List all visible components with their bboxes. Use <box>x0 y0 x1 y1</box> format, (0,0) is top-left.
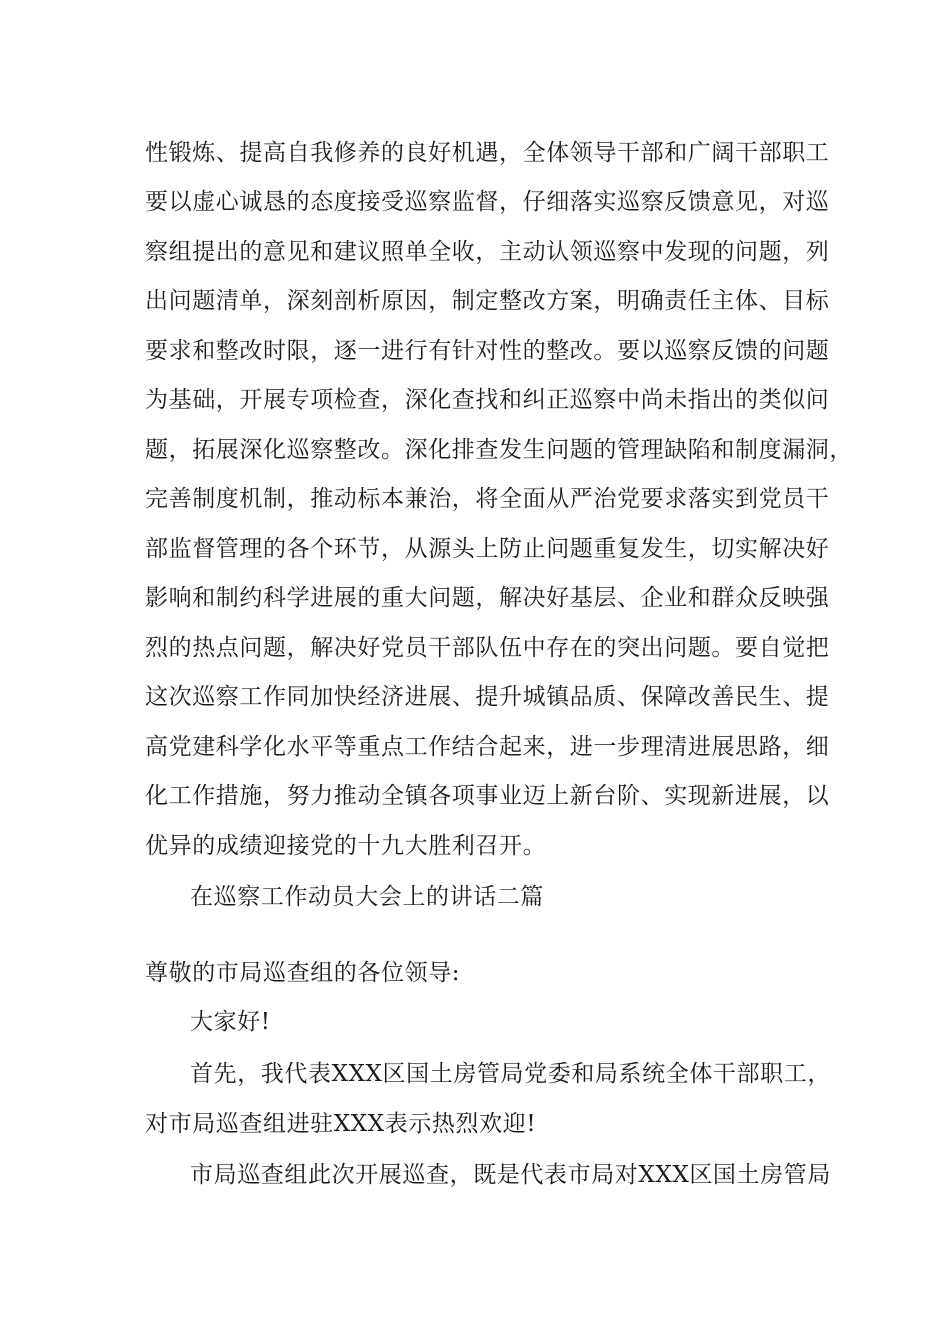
paragraph-line: 察组提出的意见和建议照单全收，主动认领巡察中发现的问题，列 <box>145 239 830 265</box>
paragraph-line: 高党建科学化水平等重点工作结合起来，进一步理清进展思路，细 <box>145 734 830 760</box>
paragraph-line: 化工作措施，努力推动全镇各项事业迈上新台阶、实现新进展，以 <box>145 783 830 809</box>
section-title: 在巡察工作动员大会上的讲话二篇 <box>190 884 544 910</box>
paragraph-line: 这次巡察工作同加快经济进展、提升城镇品质、保障改善民生、提 <box>145 684 830 710</box>
paragraph-line: 首先，我代表XXX区国土房管局党委和局系统全体干部职工， <box>190 1061 831 1087</box>
paragraph-line: 为基础，开展专项检查，深化查找和纠正巡察中尚未指出的类似问 <box>145 387 830 413</box>
paragraph-line: 影响和制约科学进展的重大问题，解决好基层、企业和群众反映强 <box>145 585 830 611</box>
paragraph-line: 完善制度机制，推动标本兼治，将全面从严治党要求落实到党员干 <box>145 486 830 512</box>
paragraph-line: 优异的成绩迎接党的十九大胜利召开。 <box>145 833 547 859</box>
paragraph-line: 性锻炼、提高自我修养的良好机遇，全体领导干部和广阔干部职工 <box>145 140 830 166</box>
paragraph-line: 市局巡查组此次开展巡查，既是代表市局对XXX区国土房管局 <box>190 1162 831 1188</box>
paragraph-line: 部监督管理的各个环节，从源头上防止问题重复发生，切实解决好 <box>145 536 830 562</box>
paragraph-line: 对市局巡查组进驻XXX表示热烈欢迎! <box>145 1111 537 1137</box>
greeting: 大家好! <box>190 1009 271 1035</box>
paragraph-line: 要以虚心诚恳的态度接受巡察监督，仔细落实巡察反馈意见，对巡 <box>145 189 830 215</box>
paragraph-line: 出问题清单，深刻剖析原因，制定整改方案，明确责任主体、目标 <box>145 288 830 314</box>
salutation: 尊敬的市局巡查组的各位领导: <box>145 960 461 986</box>
paragraph-line: 要求和整改时限，逐一进行有针对性的整改。要以巡察反馈的问题 <box>145 338 830 364</box>
paragraph-line: 题，拓展深化巡察整改。深化排查发生问题的管理缺陷和制度漏洞， <box>145 437 853 463</box>
paragraph-line: 烈的热点问题，解决好党员干部队伍中存在的突出问题。要自觉把 <box>145 635 830 661</box>
